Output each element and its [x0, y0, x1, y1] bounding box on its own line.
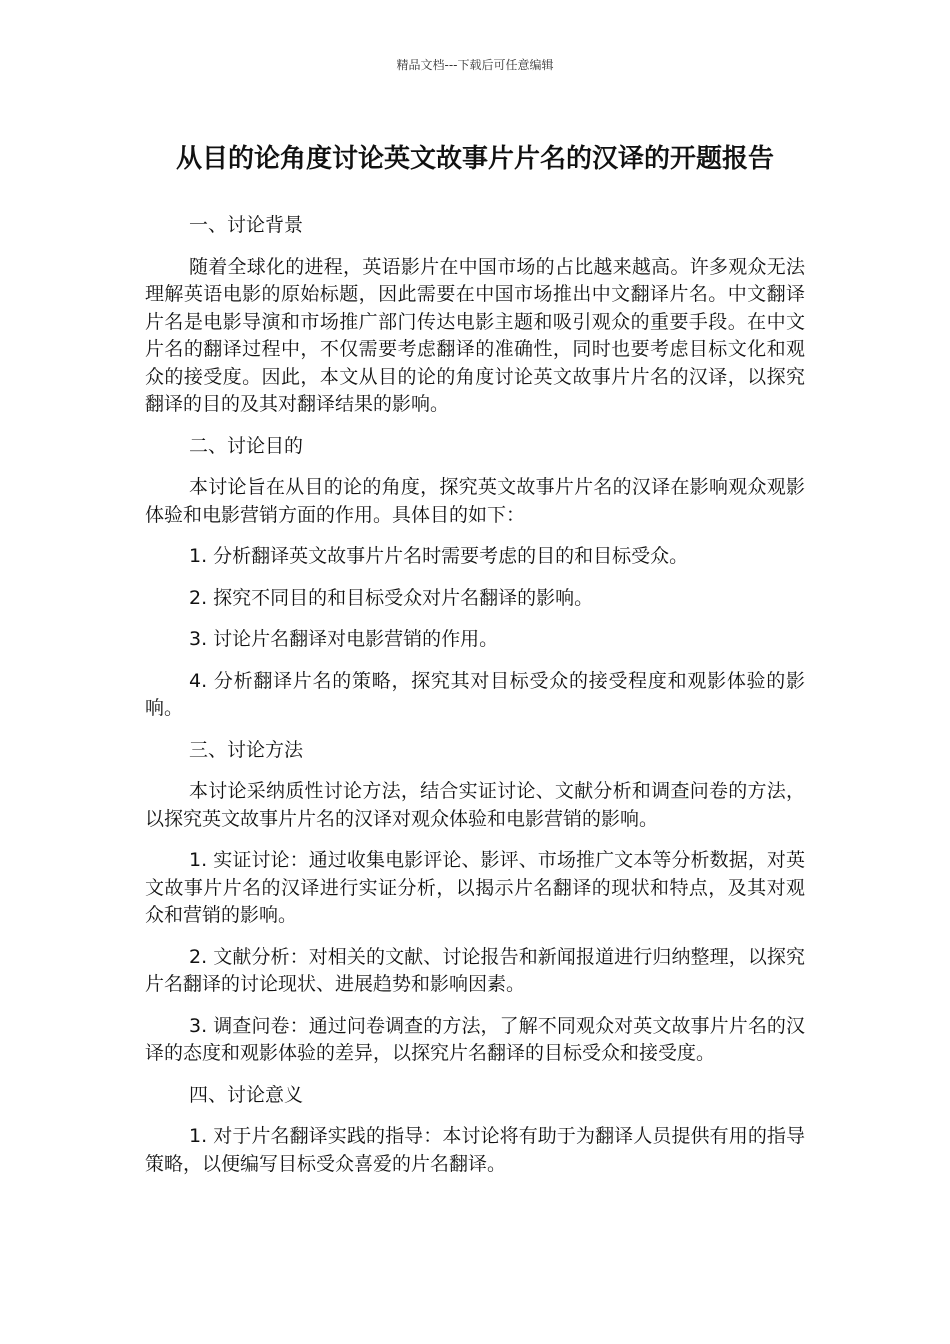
- section-heading-purpose: 二、讨论目的: [189, 434, 304, 457]
- section-heading-method: 三、讨论方法: [189, 738, 304, 761]
- list-item: 3. 讨论片名翻译对电影营销的作用。: [189, 628, 499, 650]
- paragraph: 随着全球化的进程，英语影片在中国市场的占比越来越高。许多观众无法理解英语电影的原始标题，因此需要在中国市场推出中文翻译片名。中文翻译片名是电影导演和市场推广部门传达电影主题和吸引观众的重要手段。在中文片名的翻译过程中，不仅需要考虑翻译的准确性，同时也要考虑目标文化和观众的接受度。因此，本文从目的论的角度讨论英文故事片片名的汉译，以探究翻译的目的及其对翻译结果的影响。: [145, 255, 805, 415]
- header-note: 精品文档---下载后可任意编辑: [396, 58, 554, 72]
- list-item: 4. 分析翻译片名的策略，探究其对目标受众的接受程度和观影体验的影响。: [145, 669, 805, 719]
- section-heading-background: 一、讨论背景: [189, 214, 304, 236]
- list-item: 1. 分析翻译英文故事片片名时需要考虑的目的和目标受众。: [189, 545, 689, 567]
- list-item: 2. 探究不同目的和目标受众对片名翻译的影响。: [189, 586, 594, 609]
- paragraph: 本讨论旨在从目的论的角度，探究英文故事片片名的汉译在影响观众观影体验和电影营销方面的作用。具体目的如下：: [145, 476, 805, 526]
- list-item: 2. 文献分析：对相关的文献、讨论报告和新闻报道进行归纳整理，以探究片名翻译的讨论现状、进展趋势和影响因素。: [145, 945, 805, 995]
- section-heading-significance: 四、讨论意义: [189, 1083, 304, 1106]
- document-title: 从目的论角度讨论英文故事片片名的汉译的开题报告: [175, 144, 774, 174]
- list-item: 1. 实证讨论：通过收集电影评论、影评、市场推广文本等分析数据，对英文故事片片名的汉译进行实证分析，以揭示片名翻译的现状和特点，及其对观众和营销的影响。: [145, 849, 805, 926]
- document-body: [145, 212, 805, 1192]
- paragraph: 本讨论采纳质性讨论方法，结合实证讨论、文献分析和调查问卷的方法，以探究英文故事片片名的汉译对观众体验和电影营销的影响。: [145, 780, 805, 830]
- list-item: 1. 对于片名翻译实践的指导：本讨论将有助于为翻译人员提供有用的指导策略，以便编写目标受众喜爱的片名翻译。: [145, 1125, 805, 1175]
- list-item: 3. 调查问卷：通过问卷调查的方法，了解不同观众对英文故事片片名的汉译的态度和观影体验的差异，以探究片名翻译的目标受众和接受度。: [145, 1014, 805, 1064]
